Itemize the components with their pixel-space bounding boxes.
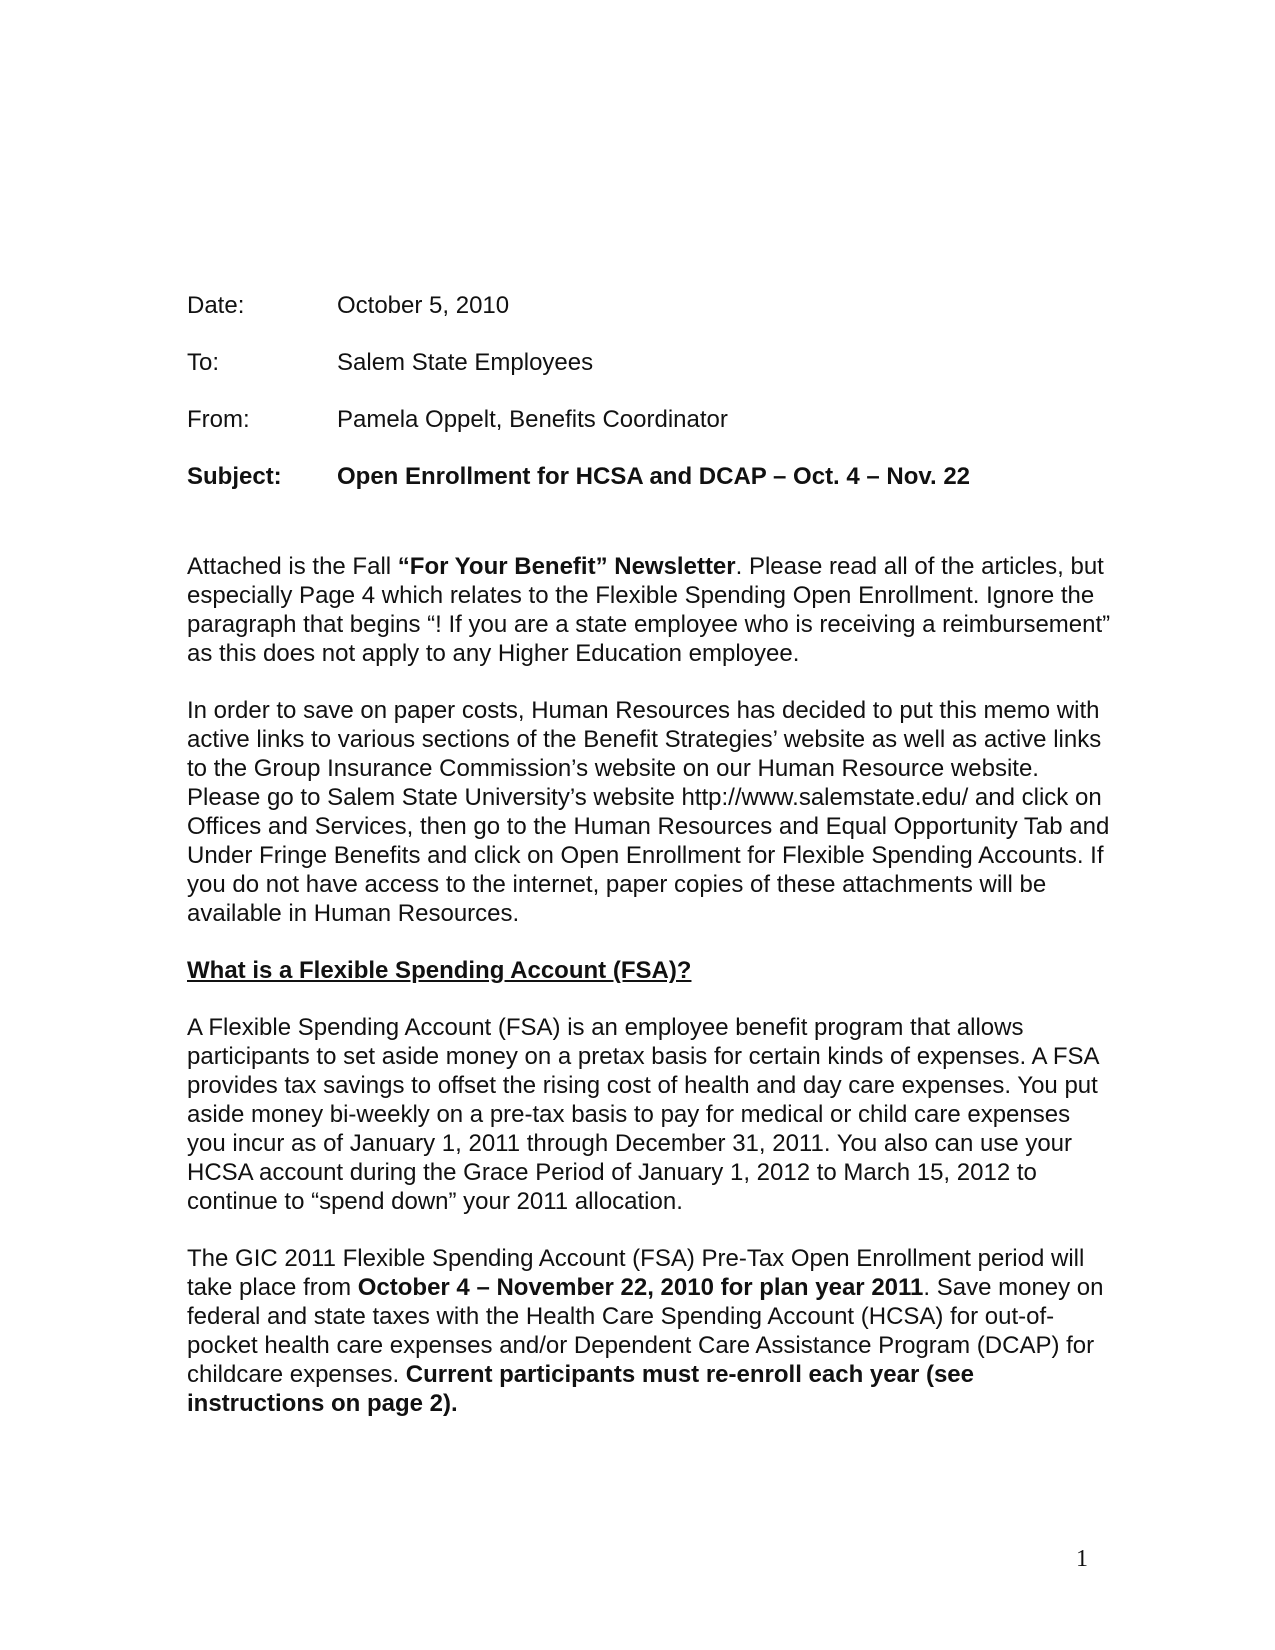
enrollment-dates: October 4 – November 22, 2010 for plan year 2011 [357, 1274, 924, 1301]
memo-header [187, 291, 1087, 519]
newsletter-paragraph [187, 552, 1112, 668]
fsa-heading: What is a Flexible Spending Account (FSA)? [187, 957, 692, 984]
enrollment-period-paragraph [187, 1244, 1112, 1418]
from-row [187, 405, 1087, 435]
subject-row [187, 462, 1087, 492]
date-row [187, 291, 1087, 321]
enrollment-text-1: The GIC 2011 Flexible Spending Account (FSA) Pre-Tax Open Enrollment period will take place from [187, 1245, 1085, 1301]
reenroll-notice: Current participants must re-enroll each year (see instructions on page 2). [187, 1361, 974, 1417]
page-number: 1 [1076, 1546, 1088, 1572]
from-label: From: [187, 406, 250, 433]
subject-label: Subject: [187, 463, 282, 490]
from-value: Pamela Oppelt, Benefits Coordinator [337, 406, 728, 433]
newsletter-title: “For Your Benefit” Newsletter [397, 553, 736, 580]
fsa-paragraph: A Flexible Spending Account (FSA) is an employee benefit program that allows participants to set aside money on a pretax basis for certain kinds of expenses. A FSA provides tax savings to offset the rising cost of health and day care expenses. You put aside money bi-weekly on a pre-tax basis to pay for medical or child care expenses you incur as of January 1, 2011 through December 31, 2011. You also can use your HCSA account during the Grace Period of January 1, 2012 to March 15, 2012 to continue to “spend down” your 2011 allocation. [187, 1014, 1099, 1215]
subject-value: Open Enrollment for HCSA and DCAP – Oct. 4 – Nov. 22 [337, 463, 971, 490]
fsa-section [187, 956, 1112, 1216]
to-label: To: [187, 349, 220, 376]
newsletter-text-2: . Please read all of the articles, but especially Page 4 which relates to the Flexible Spending Open Enrollment. Ignore the paragraph that begins “! If you are a state employee who is receiving a reimbursement” as this does not apply to any Higher Education employee. [187, 553, 1111, 667]
date-label: Date: [187, 292, 245, 319]
paper-costs-paragraph: In order to save on paper costs, Human Resources has decided to put this memo with active links to various sections of the Benefit Strategies’ website as well as active links to the Group Insurance Commission’s website on our Human Resource website. Please go to Salem State University’s website http://www.salemstate.edu/ and click on Offices and Services, then go to the Human Resources and Equal Opportunity Tab and Under Fringe Benefits and click on Open Enrollment for Flexible Spending Accounts. If you do not have access to the internet, paper copies of these attachments will be available in Human Resources. [187, 697, 1110, 927]
newsletter-text-1: Attached is the Fall [187, 553, 398, 580]
enrollment-text-2: . Save money on federal and state taxes with the Health Care Spending Account (HCSA) for out-of-pocket health care expenses and/or Dependent Care Assistance Program (DCAP) for childcare expenses. [187, 1274, 1104, 1388]
to-value: Salem State Employees [337, 349, 594, 376]
memo-body [187, 552, 1112, 1446]
to-row [187, 348, 1087, 378]
date-value: October 5, 2010 [337, 292, 510, 319]
